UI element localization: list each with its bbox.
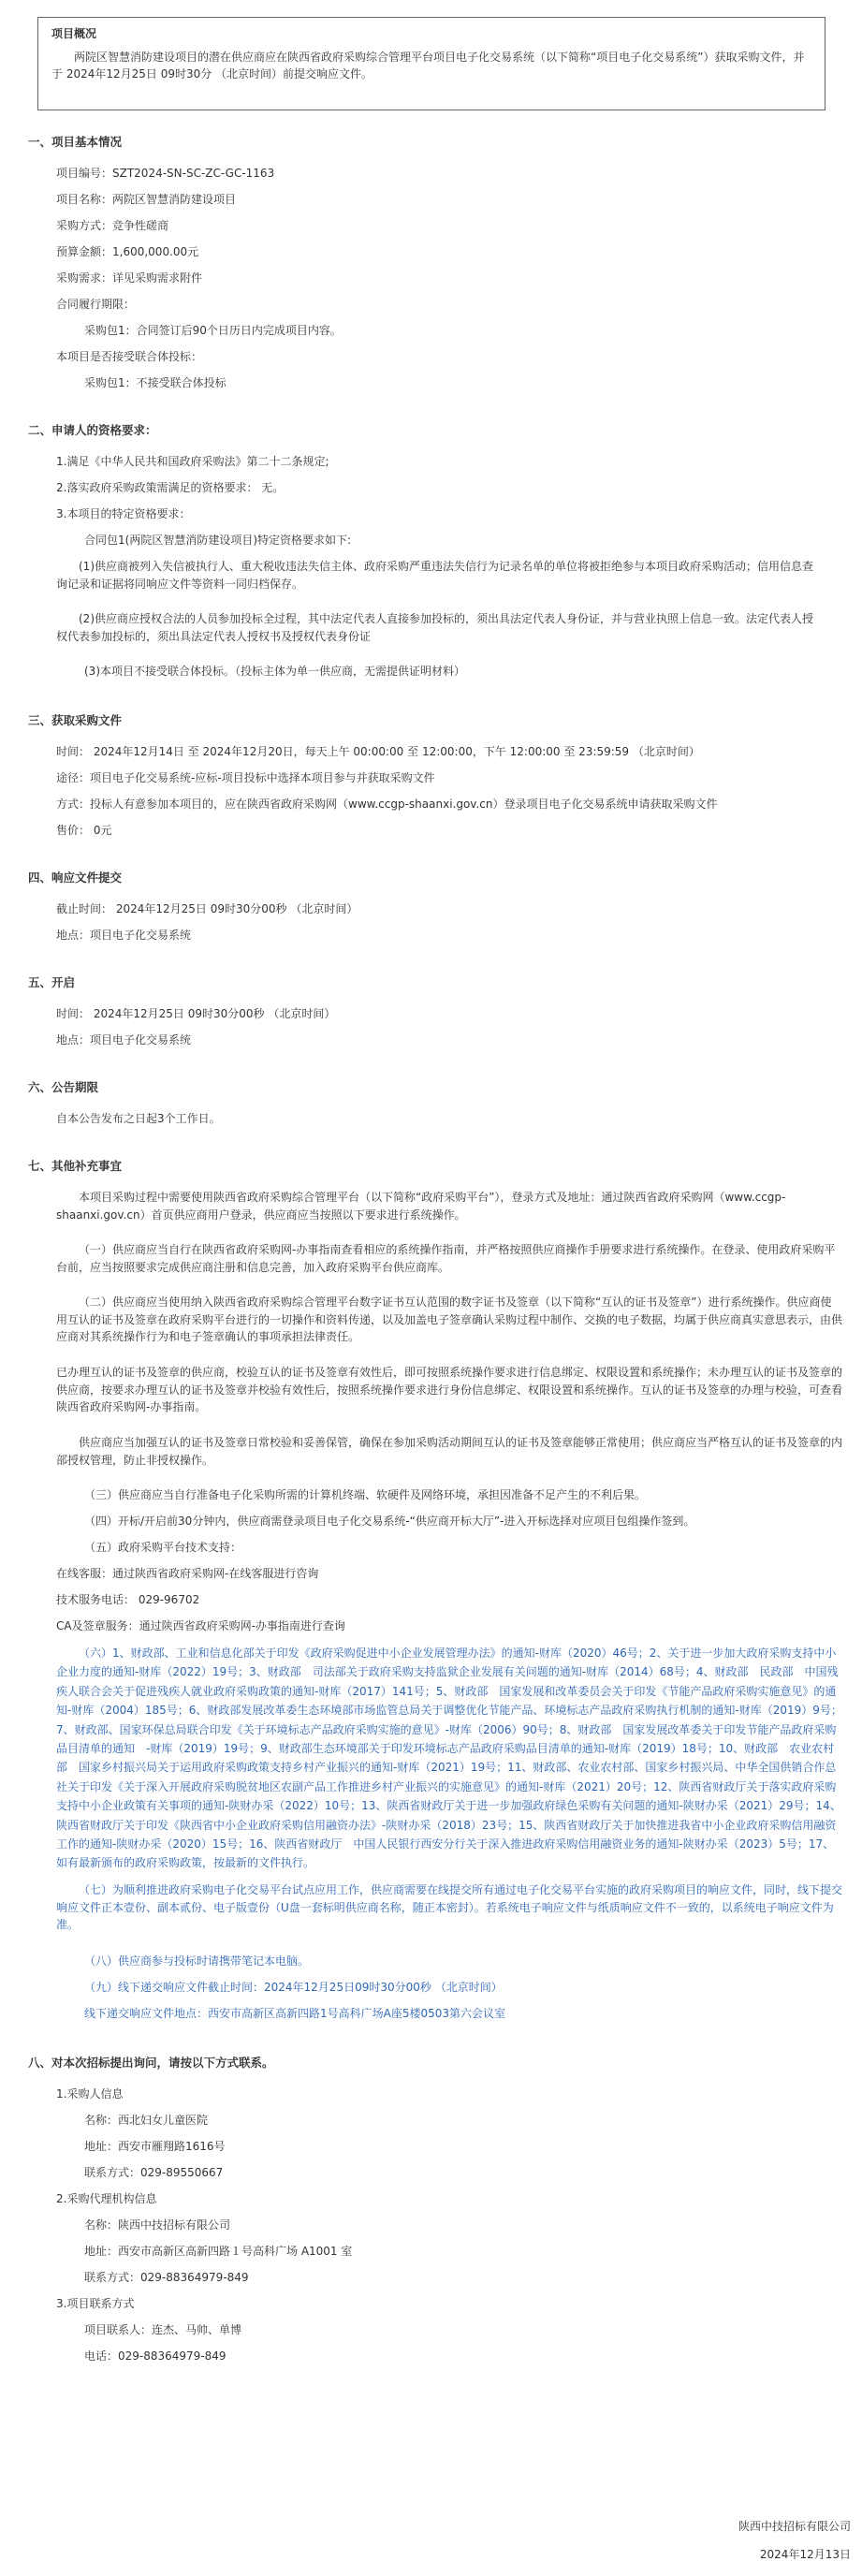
section-title-2: 二、申请人的资格要求： xyxy=(28,423,157,437)
agency-address: 地址：西安市高新区高新四路１号高科广场 A1001 室 xyxy=(84,2245,353,2258)
section-title-1: 一、项目基本情况 xyxy=(28,135,123,149)
project-contact-heading: 3.项目联系方式 xyxy=(56,2297,135,2310)
opening-location: 地点：项目电子化交易系统 xyxy=(56,1033,192,1046)
supplement-9-location: 线下递交响应文件地点：西安市高新区高新四路1号高科广场A座5楼0503第六会议室 xyxy=(84,2007,506,2020)
support-phone: 技术服务电话： 029-96702 xyxy=(56,1593,200,1606)
purchaser-contact: 联系方式：029-89550667 xyxy=(84,2166,224,2179)
section-title-5: 五、开启 xyxy=(28,975,76,989)
requirement-2: (2)供应商应授权合法的人员参加投标全过程，其中法定代表人直接参加投标的，须出具法定代表人身份证，并与营业执照上信息一致。法定代表人授权代表参加投标的，须出具法定代表人授权书及授权代表身份证 xyxy=(56,612,814,643)
requirement-3: (3)本项目不接受联合体投标。（投标主体为单一供应商，无需提供证明材料） xyxy=(84,665,466,678)
section-title-3: 三、获取采购文件 xyxy=(28,713,123,727)
supplement-2: （二）供应商应当使用纳入陕西省政府采购综合管理平台数字证书互认范围的数字证书及签章（以下简称“互认的证书及签章”）进行系统操作。供应商使用互认的证书及签章在政府采购平台进行的一切操作和资料传递，以及加盖电子签章确认采购过程中制作、交换的电子数据，均属于供应商真实意思表示，由供应商对其系统操作行为和电子签章确认的事项承担法律责任。 xyxy=(56,1295,843,1344)
requirements: 采购需求：详见采购需求附件 xyxy=(56,271,203,285)
requirement-1: (1)供应商被列入失信被执行人、重大税收违法失信主体、政府采购严重违法失信行为记录名单的单位将被拒绝参与本项目政府采购活动；信用信息查询记录和证据将同响应文件等资料一同归档保存。 xyxy=(56,560,814,591)
project-number: 项目编号：SZT2024-SN-SC-ZC-GC-1163 xyxy=(56,167,275,180)
submit-location: 地点：项目电子化交易系统 xyxy=(56,929,192,942)
supplement-1: （一）供应商应当自行在陕西省政府采购网-办事指南查看相应的系统操作指南，并严格按照供应商操作手册要求进行系统操作。在登录、使用政府采购平台前，应当按照要求完成供应商注册和信息完善，加入政府采购平台供应商库。 xyxy=(56,1243,836,1274)
qualification-3: 3.本项目的特定资格要求： xyxy=(56,507,191,520)
agency-heading: 2.采购代理机构信息 xyxy=(56,2192,157,2205)
support-ca: CA及签章服务：通过陕西省政府采购网-办事指南进行查询 xyxy=(56,1619,345,1632)
procurement-method: 采购方式：竞争性磋商 xyxy=(56,219,169,232)
agency-name: 名称：陕西中技招标有限公司 xyxy=(84,2218,231,2232)
package-requirement: 合同包1(两院区智慧消防建设项目)特定资格要求如下: xyxy=(84,534,352,547)
overview-text: 两院区智慧消防建设项目的潜在供应商应在陕西省政府采购综合管理平台项目电子化交易系统（以下简称“项目电子化交易系统”）获取采购文件，并于 2024年12月25日 09时30分 （北京时间）前提交响应文件。 xyxy=(51,50,805,81)
support-online: 在线客服：通过陕西省政府采购网-在线客服进行咨询 xyxy=(56,1567,319,1580)
supplement-4: （四）开标/开启前30分钟内，供应商需登录项目电子化交易系统-“供应商开标大厅”-进入开标选择对应项目包组操作签到。 xyxy=(84,1515,695,1528)
agency-contact: 联系方式：029-88364979-849 xyxy=(84,2271,249,2284)
contract-term-label: 合同履行期限： xyxy=(56,298,136,311)
qualification-1: 1.满足《中华人民共和国政府采购法》第二十二条规定; xyxy=(56,455,329,468)
project-contact-persons: 项目联系人：连杰、马帅、单博 xyxy=(84,2323,242,2336)
project-name: 项目名称：两院区智慧消防建设项目 xyxy=(56,193,237,206)
supplement-8: （八）供应商参与投标时请携带笔记本电脑。 xyxy=(84,1954,310,1968)
overview-box xyxy=(37,17,825,110)
opening-time: 时间： 2024年12月25日 09时30分00秒 （北京时间） xyxy=(56,1007,336,1020)
notice-period: 自本公告发布之日起3个工作日。 xyxy=(56,1112,221,1125)
acquire-price: 售价： 0元 xyxy=(56,824,112,837)
signature-org: 陕西中技招标有限公司 xyxy=(738,2520,851,2533)
budget: 预算金额：1,600,000.00元 xyxy=(56,245,199,258)
supplement-intro: 本项目采购过程中需要使用陕西省政府采购综合管理平台（以下简称“政府采购平台”），登录方式及地址：通过陕西省政府采购网（www.ccgp-shaanxi.gov.cn）首页供应商用户登录，供应商应当按照以下要求进行系统操作。 xyxy=(56,1191,786,1222)
acquire-time: 时间： 2024年12月14日 至 2024年12月20日，每天上午 00:00:00 至 12:00:00，下午 12:00:00 至 23:59:59 （北京时间） xyxy=(56,745,700,758)
purchaser-heading: 1.采购人信息 xyxy=(56,2087,124,2100)
qualification-2: 2.落实政府采购政策需满足的资格要求： 无。 xyxy=(56,481,285,494)
consortium-package: 采购包1：不接受联合体投标 xyxy=(84,376,226,389)
supplement-7: （七）为顺利推进政府采购电子化交易平台试点应用工作，供应商需要在线提交所有通过电子化交易平台实施的政府采购项目的响应文件，同时，线下提交响应文件正本壹份、副本贰份、电子版壹份（U盘一套标明供应商名称，随正本密封）。若系统电子响应文件与纸质响应文件不一致的，以系统电子响应文件为准。 xyxy=(56,1883,843,1932)
purchaser-name: 名称：西北妇女儿童医院 xyxy=(84,2114,209,2127)
section-title-7: 七、其他补充事宜 xyxy=(28,1159,123,1173)
signature-date: 2024年12月13日 xyxy=(759,2548,851,2561)
acquire-method: 方式：投标人有意参加本项目的，应在陕西省政府采购网（www.ccgp-shaanxi.gov.cn）登录项目电子化交易系统申请获取采购文件 xyxy=(56,798,718,811)
supplement-2-cont: 已办理互认的证书及签章的供应商，校验互认的证书及签章有效性后，即可按照系统操作要求进行信息绑定、权限设置和系统操作；未办理互认的证书及签章的供应商，按要求办理互认的证书及签章并校验有效性后，按照系统操作要求进行身份信息绑定、权限设置和系统操作。互认的证书及签章的办理与校验，可查看陕西省政府采购网-办事指南。 xyxy=(56,1366,843,1414)
section-title-4: 四、响应文件提交 xyxy=(28,871,123,885)
section-title-8: 八、对本次招标提出询问，请按以下方式联系。 xyxy=(28,2056,274,2070)
consortium-label: 本项目是否接受联合体投标： xyxy=(56,350,203,363)
supplement-3: （三）供应商应当自行准备电子化采购所需的计算机终端、软硬件及网络环境，承担因准备不足产生的不利后果。 xyxy=(84,1488,647,1501)
project-contact-phone: 电话：029-88364979-849 xyxy=(84,2349,226,2363)
section-title-6: 六、公告期限 xyxy=(28,1080,99,1094)
purchaser-address: 地址：西安市雁翔路1616号 xyxy=(84,2140,226,2153)
contract-term-package: 采购包1：合同签订后90个日历日内完成项目内容。 xyxy=(84,324,342,337)
submit-deadline: 截止时间： 2024年12月25日 09时30分00秒 （北京时间） xyxy=(56,902,358,915)
overview-heading: 项目概况 xyxy=(51,27,97,40)
acquire-channel: 途径：项目电子化交易系统-应标-项目投标中选择本项目参与并获取采购文件 xyxy=(56,771,435,784)
supplement-5: （五）政府采购平台技术支持： xyxy=(84,1541,242,1554)
supplement-2-cont2: 供应商应当加强互认的证书及签章日常校验和妥善保管，确保在参加采购活动期间互认的证书及签章能够正常使用；供应商应当严格互认的证书及签章的内部授权管理，防止非授权操作。 xyxy=(56,1436,843,1467)
supplement-9: （九）线下递交响应文件截止时间：2024年12月25日09时30分00秒 （北京时间） xyxy=(84,1981,503,1994)
policy-list: （六）1、财政部、工业和信息化部关于印发《政府采购促进中小企业发展管理办法》的通知-财库（2020）46号；2、关于进一步加大政府采购支持中小企业力度的通知-财库（2022）19号；3、财政部 司法部关于政府采购支持监狱企业发展有关问题的通知-财库（2014）68号；4、财政部 民政部 中国残疾人联合会关于促进残疾人就业政府采购政策的通知-财库（2017）141号；5、财政部 国家发展和改革委员会关于印发《节能产品政府采购实施意见》的通知-财库（2004）185号；6、财政部发展改革委生态环境部市场监管总局关于调整优化节能产品、环境标志产品政府采购执行机制的通知-财库（2019）9号；7、财政部、国家环保总局联合印发《关于环境标志产品政府采购实施的意见》-财库（2006）90号；8、财政部 国家发展改革委关于印发节能产品政府采购品目清单的通知 -财库（2019）19号；9、财政部生态环境部关于印发环境标志产品政府采购品目清单的通知-财库（2019）18号；10、财政部 农业农村部 国家乡村振兴局关于运用政府采购政策支持乡村产业振兴的通知-财库（2021）19号；11、财政部、农业农村部、国家乡村振兴局、中华全国供销合作总社关于印发《关于深入开展政府采购脱贫地区农副产品工作推进乡村产业振兴的实施意见》的通知-财库（2021）20号；12、陕西省财政厅关于落实政府采购支持中小企业政策有关事项的通知-陕财办采（2022）10号；13、陕西省财政厅关于进一步加强政府绿色采购有关问题的通知-陕财办采（2021）29号；14、陕西省财政厅关于印发《陕西省中小企业政府采购信用融资办法》-陕财办采（2018）23号；15、陕西省财政厅关于加快推进我省中小企业政府采购信用融资工作的通知-陕财办采（2020）15号；16、陕西省财政厅 中国人民银行西安分行关于深入推进政府采购信用融资业务的通知-陕财办采（2023）5号；17、如有最新颁布的政府采购政策，按最新的文件执行。 xyxy=(56,1647,842,1870)
